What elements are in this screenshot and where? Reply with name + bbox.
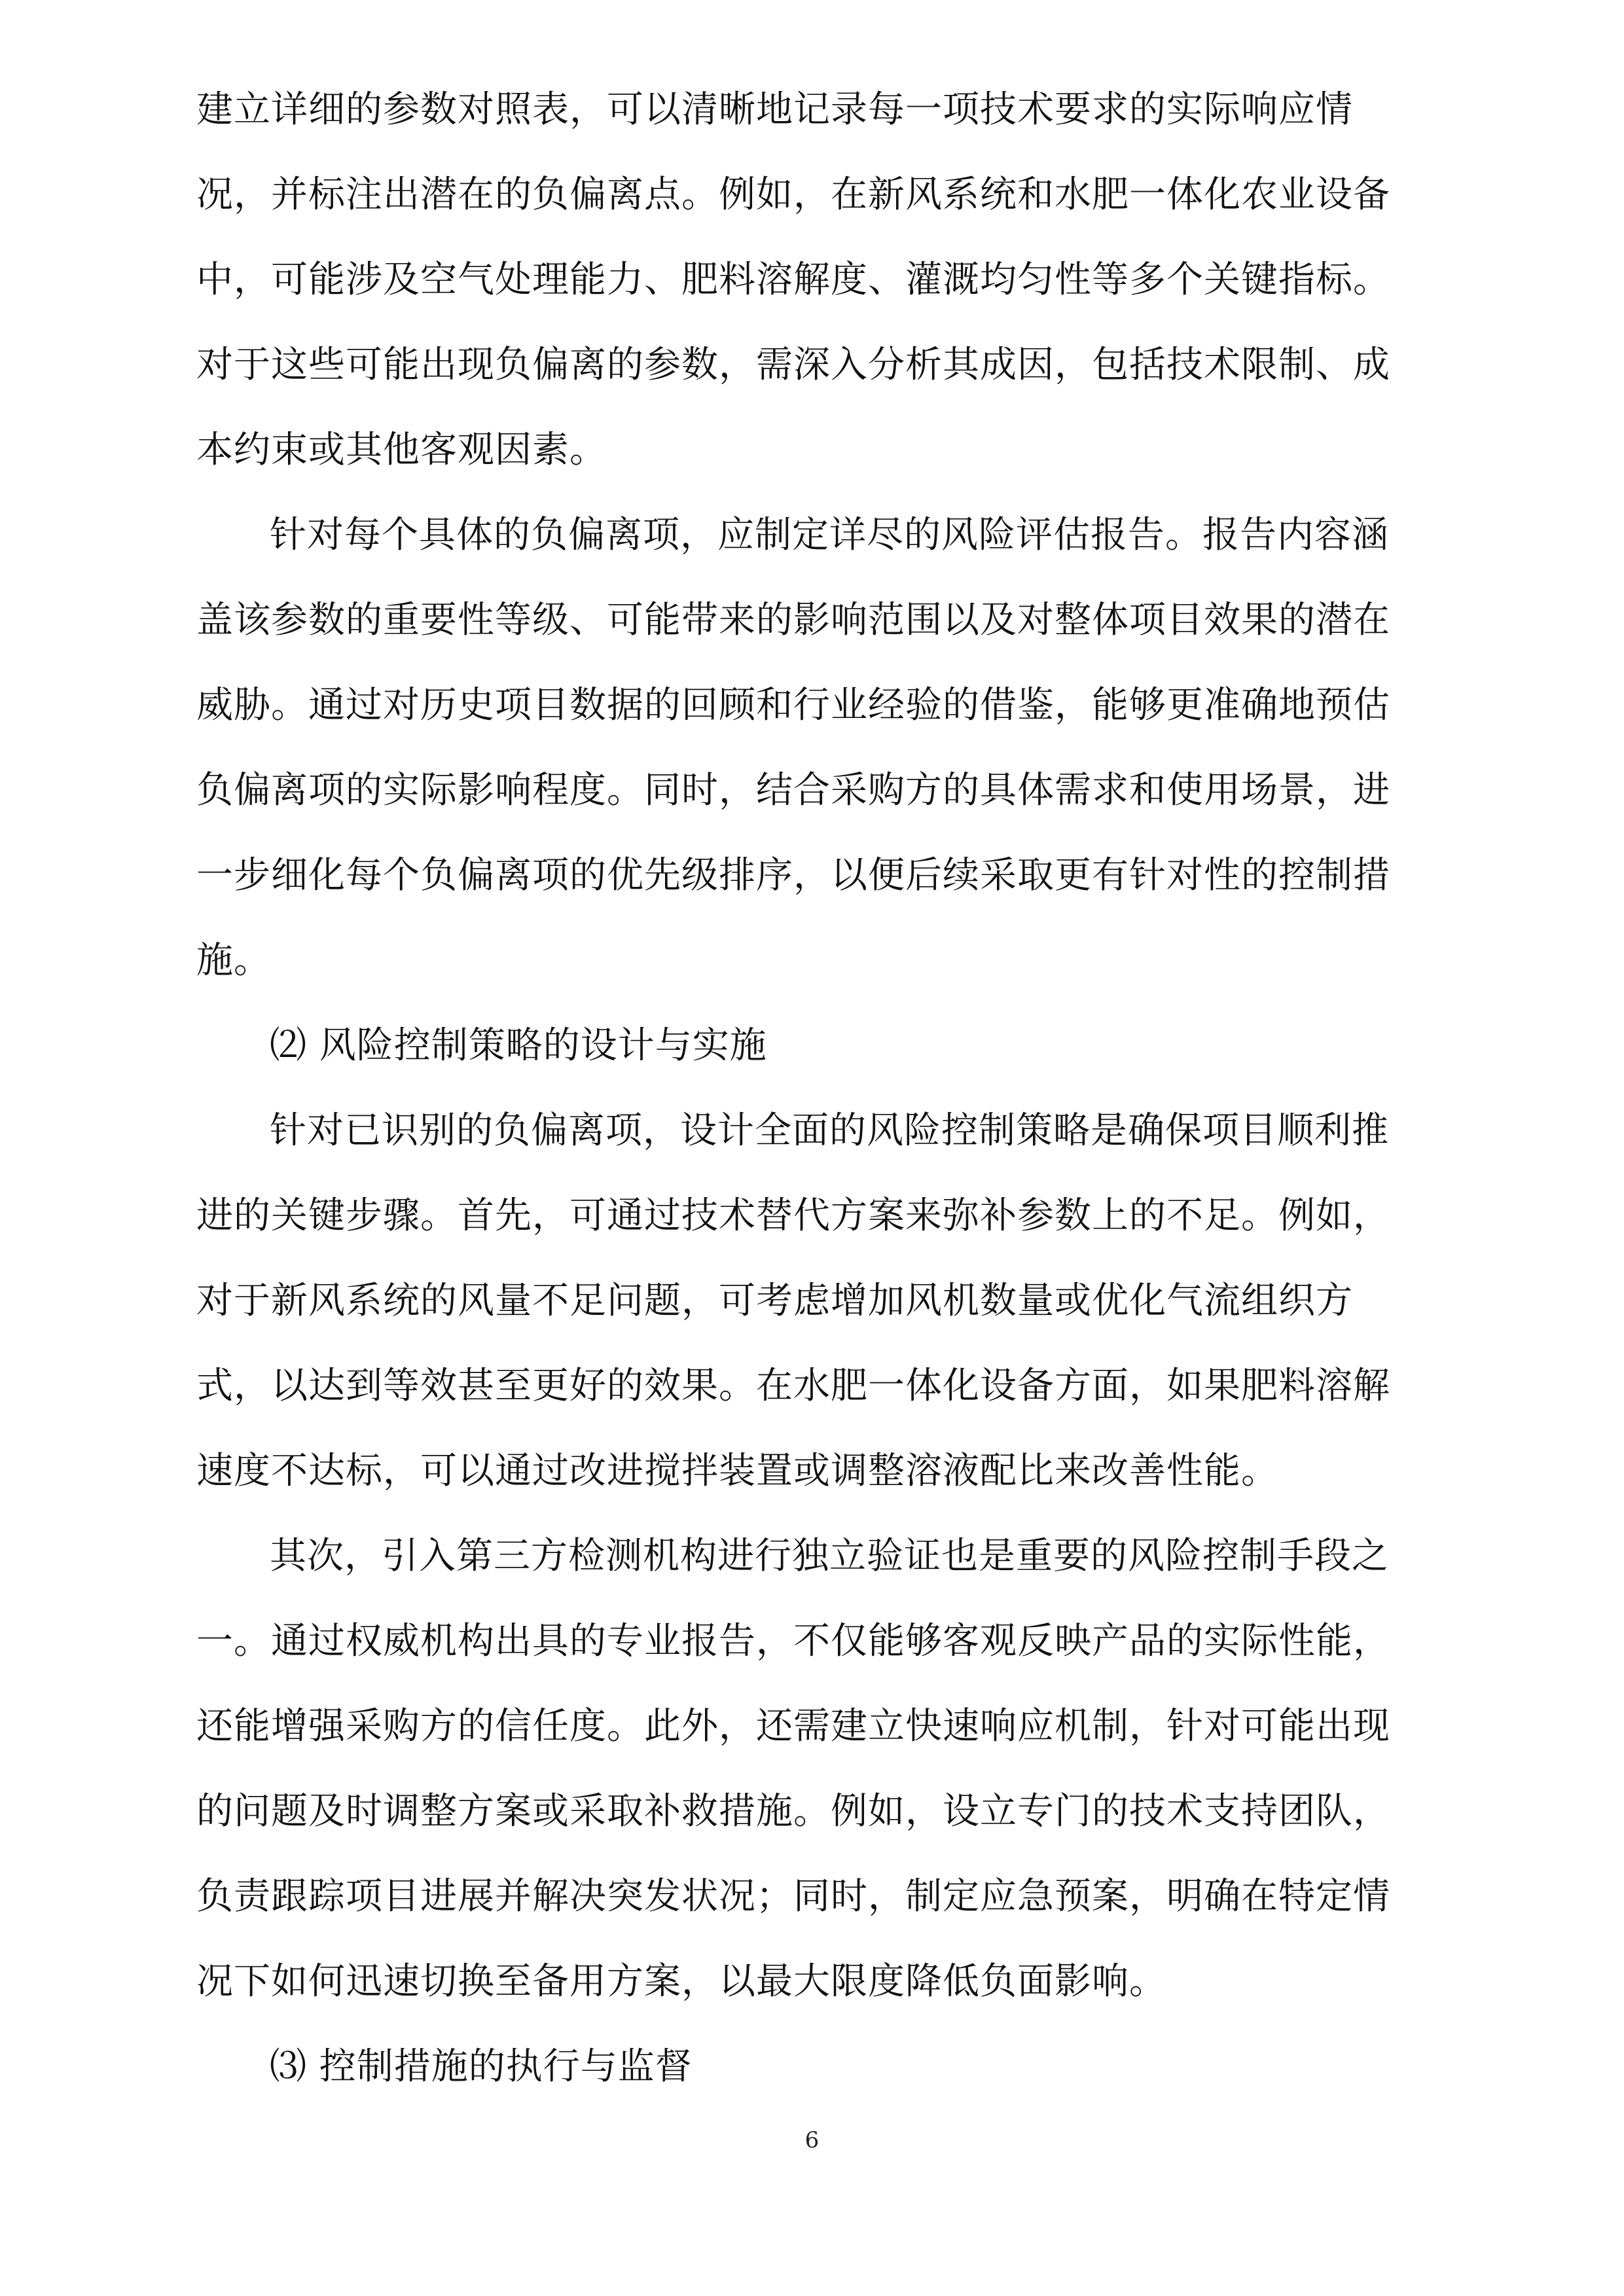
section-heading-3: ⑶ 控制措施的执行与监督 xyxy=(270,2045,693,2088)
paragraph-2-line-6: 施。 xyxy=(196,939,271,982)
paragraph-4-line-1: 其次，引入第三方检测机构进行独立验证也是重要的风险控制手段之 xyxy=(270,1535,1389,1577)
paragraph-2-line-4: 负偏离项的实际影响程度。同时，结合采购方的具体需求和使用场景，进 xyxy=(196,769,1390,812)
paragraph-3-line-3: 对于新风系统的风量不足问题，可考虑增加风机数量或优化气流组织方 xyxy=(196,1280,1353,1322)
paragraph-1-line-3: 中，可能涉及空气处理能力、肥料溶解度、灌溉均匀性等多个关键指标。 xyxy=(196,259,1390,301)
section-heading-2: ⑵ 风险控制策略的设计与实施 xyxy=(270,1024,767,1067)
paragraph-3-line-5: 速度不达标，可以通过改进搅拌装置或调整溶液配比来改善性能。 xyxy=(196,1450,1278,1492)
paragraph-3-line-2: 进的关键步骤。首先，可通过技术替代方案来弥补参数上的不足。例如， xyxy=(196,1194,1390,1237)
paragraph-1-line-4: 对于这些可能出现负偏离的参数，需深入分析其成因，包括技术限制、成 xyxy=(196,344,1390,386)
page-number: 6 xyxy=(804,2127,820,2153)
paragraph-3-line-1: 针对已识别的负偏离项，设计全面的风险控制策略是确保项目顺利推 xyxy=(270,1109,1389,1152)
paragraph-2-line-5: 一步细化每个负偏离项的优先级排序，以便后续采取更有针对性的控制措 xyxy=(196,854,1390,897)
paragraph-2-line-1: 针对每个具体的负偏离项，应制定详尽的风险评估报告。报告内容涵 xyxy=(270,514,1389,556)
paragraph-3-line-4: 式，以达到等效甚至更好的效果。在水肥一体化设备方面，如果肥料溶解 xyxy=(196,1365,1390,1407)
paragraph-4-line-5: 负责跟踪项目进展并解决突发状况；同时，制定应急预案，明确在特定情 xyxy=(196,1875,1390,1918)
paragraph-2-line-3: 威胁。通过对历史项目数据的回顾和行业经验的借鉴，能够更准确地预估 xyxy=(196,684,1390,726)
paragraph-4-line-6: 况下如何迅速切换至备用方案，以最大限度降低负面影响。 xyxy=(196,1960,1166,2003)
paragraph-4-line-4: 的问题及时调整方案或采取补救措施。例如，设立专门的技术支持团队， xyxy=(196,1790,1390,1833)
paragraph-4-line-2: 一。通过权威机构出具的专业报告，不仅能够客观反映产品的实际性能， xyxy=(196,1620,1390,1662)
paragraph-1-line-5: 本约束或其他客观因素。 xyxy=(196,429,607,471)
paragraph-4-line-3: 还能增强采购方的信任度。此外，还需建立快速响应机制，针对可能出现 xyxy=(196,1705,1390,1748)
paragraph-1-line-1: 建立详细的参数对照表，可以清晰地记录每一项技术要求的实际响应情 xyxy=(196,88,1353,131)
paragraph-2-line-2: 盖该参数的重要性等级、可能带来的影响范围以及对整体项目效果的潜在 xyxy=(196,599,1390,641)
paragraph-1-line-2: 况，并标注出潜在的负偏离点。例如，在新风系统和水肥一体化农业设备 xyxy=(196,173,1390,216)
